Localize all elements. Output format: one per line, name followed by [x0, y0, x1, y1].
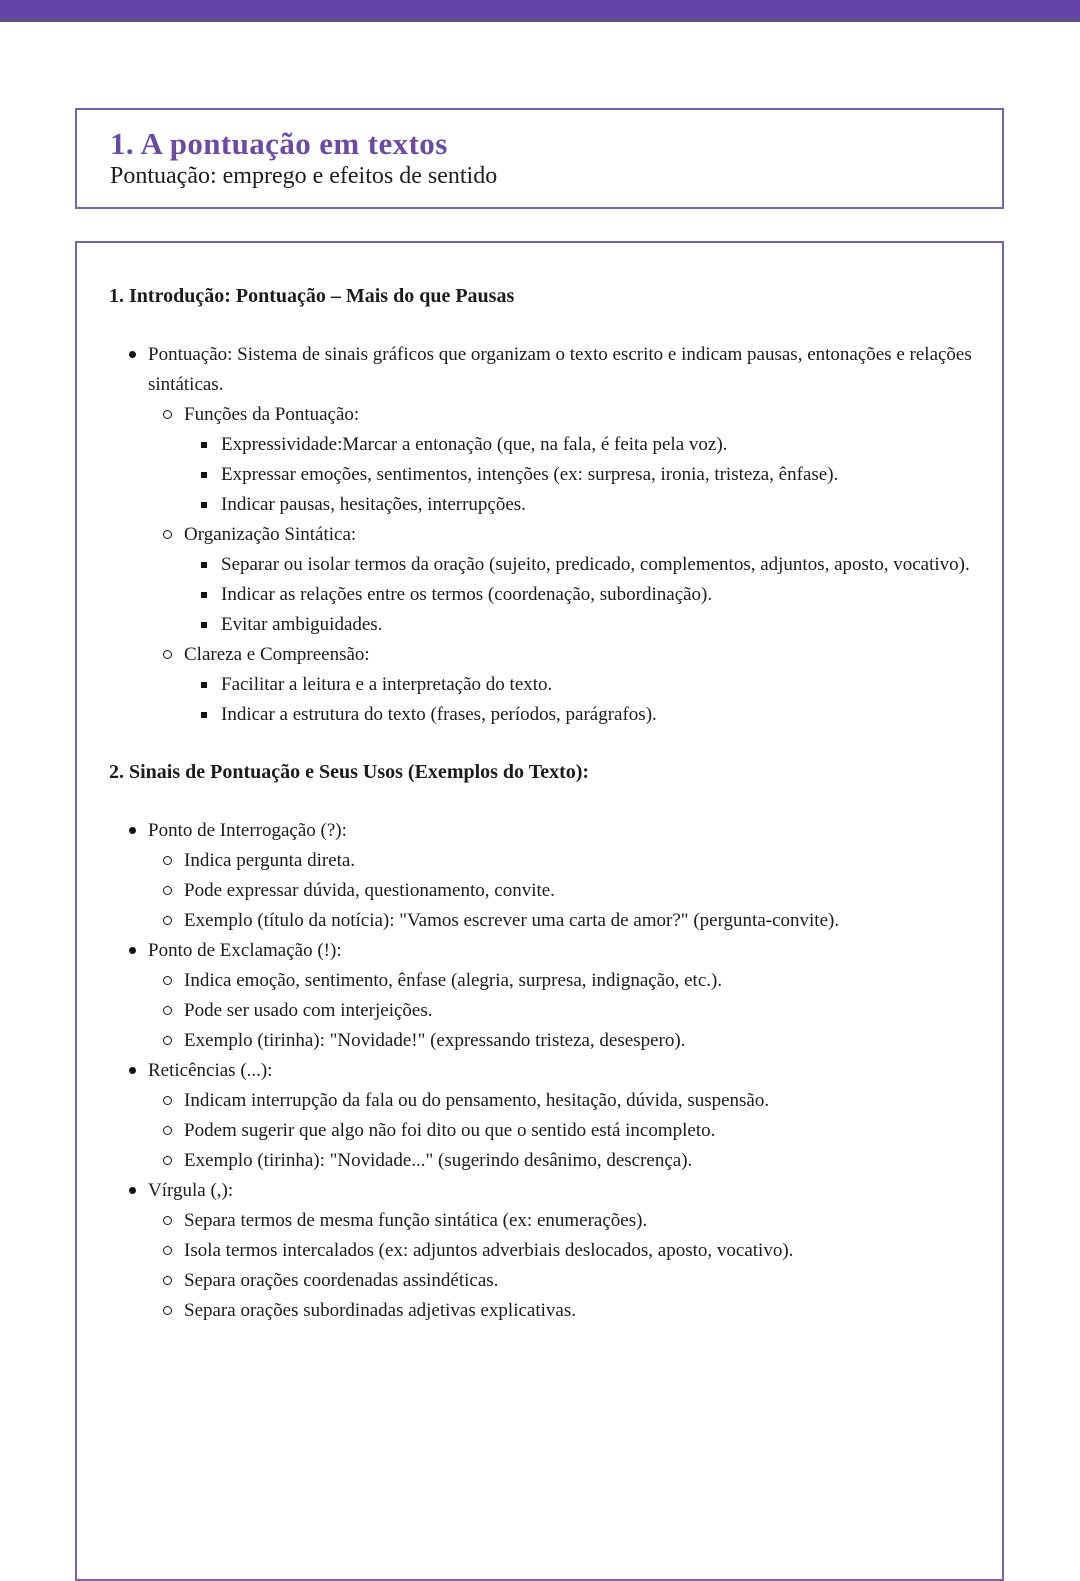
bullet-icon	[129, 947, 136, 954]
circle-bullet-icon	[163, 530, 172, 539]
circle-bullet-icon	[163, 1276, 172, 1285]
list-item-text: Indicam interrupção da fala ou do pensamento, hesitação, dúvida, suspensão.	[184, 1090, 770, 1111]
content-box	[75, 241, 1004, 1581]
list-item	[201, 580, 974, 610]
list-item	[201, 550, 974, 580]
list-item-text: Expressar emoções, sentimentos, intenções (ex: surpresa, ironia, tristeza, ênfase).	[221, 464, 839, 485]
circle-bullet-icon	[163, 916, 172, 925]
list-item	[201, 460, 974, 490]
square-bullet-icon	[201, 712, 207, 718]
circle-bullet-icon	[163, 856, 172, 865]
list-item	[129, 936, 974, 966]
bullet-icon	[129, 1187, 136, 1194]
list-item-text: Isola termos intercalados (ex: adjuntos adverbiais deslocados, aposto, vocativo).	[184, 1240, 794, 1261]
list-item-text: Facilitar a leitura e a interpretação do texto.	[221, 674, 553, 695]
list-item-text: Expressividade:Marcar a entonação (que, na fala, é feita pela voz).	[221, 434, 728, 455]
bullet-icon	[129, 1067, 136, 1074]
list-item-text: Separa orações coordenadas assindéticas.	[184, 1270, 499, 1291]
list-item	[201, 430, 974, 460]
circle-bullet-icon	[163, 1096, 172, 1105]
list-item	[201, 610, 974, 640]
list-item	[163, 996, 974, 1026]
bullet-icon	[129, 827, 136, 834]
list-item-text: Ponto de Interrogação (?):	[148, 820, 347, 841]
list-item	[163, 846, 974, 876]
circle-bullet-icon	[163, 886, 172, 895]
list-item	[163, 1206, 974, 1236]
list-item-text: Indicar as relações entre os termos (coordenação, subordinação).	[221, 584, 713, 605]
list-item	[201, 670, 974, 700]
list-item	[163, 966, 974, 996]
list-item-text: Podem sugerir que algo não foi dito ou que o sentido está incompleto.	[184, 1120, 716, 1141]
list-item-text: Clareza e Compreensão:	[184, 644, 370, 665]
list-item	[201, 700, 974, 730]
list-item-text: Indicar pausas, hesitações, interrupções.	[221, 494, 526, 515]
square-bullet-icon	[201, 682, 207, 688]
list-item	[163, 1086, 974, 1116]
list-item	[163, 400, 974, 430]
square-bullet-icon	[201, 502, 207, 508]
list-item	[163, 1296, 974, 1326]
circle-bullet-icon	[163, 1156, 172, 1165]
list-item-text: Exemplo (título da notícia): "Vamos escrever uma carta de amor?" (pergunta-convite).	[184, 910, 840, 931]
list-item	[163, 520, 974, 550]
title-box	[75, 108, 1004, 209]
page-subtitle: Pontuação: emprego e efeitos de sentido	[110, 163, 498, 189]
list-item-text: Separa termos de mesma função sintática (ex: enumerações).	[184, 1210, 648, 1231]
list-item	[129, 1176, 974, 1206]
circle-bullet-icon	[163, 1006, 172, 1015]
list-item-text: Exemplo (tirinha): "Novidade!" (expressando tristeza, desespero).	[184, 1030, 686, 1051]
circle-bullet-icon	[163, 976, 172, 985]
list-item	[129, 816, 974, 846]
list-item	[163, 1116, 974, 1146]
circle-bullet-icon	[163, 1126, 172, 1135]
list-item	[129, 340, 974, 400]
list-item-text: Funções da Pontuação:	[184, 404, 360, 425]
circle-bullet-icon	[163, 1246, 172, 1255]
square-bullet-icon	[201, 472, 207, 478]
list-item-text: Exemplo (tirinha): "Novidade..." (sugerindo desânimo, descrença).	[184, 1150, 693, 1171]
list-item-text: Reticências (...):	[148, 1060, 273, 1081]
list-item	[163, 876, 974, 906]
section-heading-sinais: 2. Sinais de Pontuação e Seus Usos (Exemplos do Texto):	[109, 761, 590, 783]
list-item-text: Pode expressar dúvida, questionamento, convite.	[184, 880, 555, 901]
list-item	[163, 1236, 974, 1266]
circle-bullet-icon	[163, 1036, 172, 1045]
square-bullet-icon	[201, 442, 207, 448]
list-item-text: Evitar ambiguidades.	[221, 614, 383, 635]
list-item-text: Indica emoção, sentimento, ênfase (alegria, surpresa, indignação, etc.).	[184, 970, 723, 991]
list-item	[163, 1266, 974, 1296]
page-title: 1. A pontuação em textos	[110, 126, 448, 161]
list-item	[163, 640, 974, 670]
list-item	[129, 1056, 974, 1086]
list-item-text: Ponto de Exclamação (!):	[148, 940, 342, 961]
list-item-text: Indica pergunta direta.	[184, 850, 356, 871]
square-bullet-icon	[201, 592, 207, 598]
list-item	[163, 1026, 974, 1056]
bullet-icon	[129, 351, 136, 358]
section-heading-introducao: 1. Introdução: Pontuação – Mais do que Pausas	[109, 285, 515, 307]
square-bullet-icon	[201, 622, 207, 628]
list-item-text: Separar ou isolar termos da oração (sujeito, predicado, complementos, adjuntos, aposto, vocativo).	[221, 554, 970, 575]
list-item	[201, 490, 974, 520]
list-item	[163, 1146, 974, 1176]
circle-bullet-icon	[163, 1306, 172, 1315]
list-item	[163, 906, 974, 936]
circle-bullet-icon	[163, 410, 172, 419]
square-bullet-icon	[201, 562, 207, 568]
list-item-text: Pontuação: Sistema de sinais gráficos que organizam o texto escrito e indicam pausas, entonações e relações sintáticas.	[148, 344, 972, 395]
top-accent-bar	[0, 0, 1080, 22]
circle-bullet-icon	[163, 650, 172, 659]
circle-bullet-icon	[163, 1216, 172, 1225]
list-item-text: Indicar a estrutura do texto (frases, períodos, parágrafos).	[221, 704, 657, 725]
list-item-text: Vírgula (,):	[148, 1180, 234, 1201]
list-item-text: Organização Sintática:	[184, 524, 357, 545]
list-item-text: Pode ser usado com interjeições.	[184, 1000, 433, 1021]
list-item-text: Separa orações subordinadas adjetivas explicativas.	[184, 1300, 576, 1321]
